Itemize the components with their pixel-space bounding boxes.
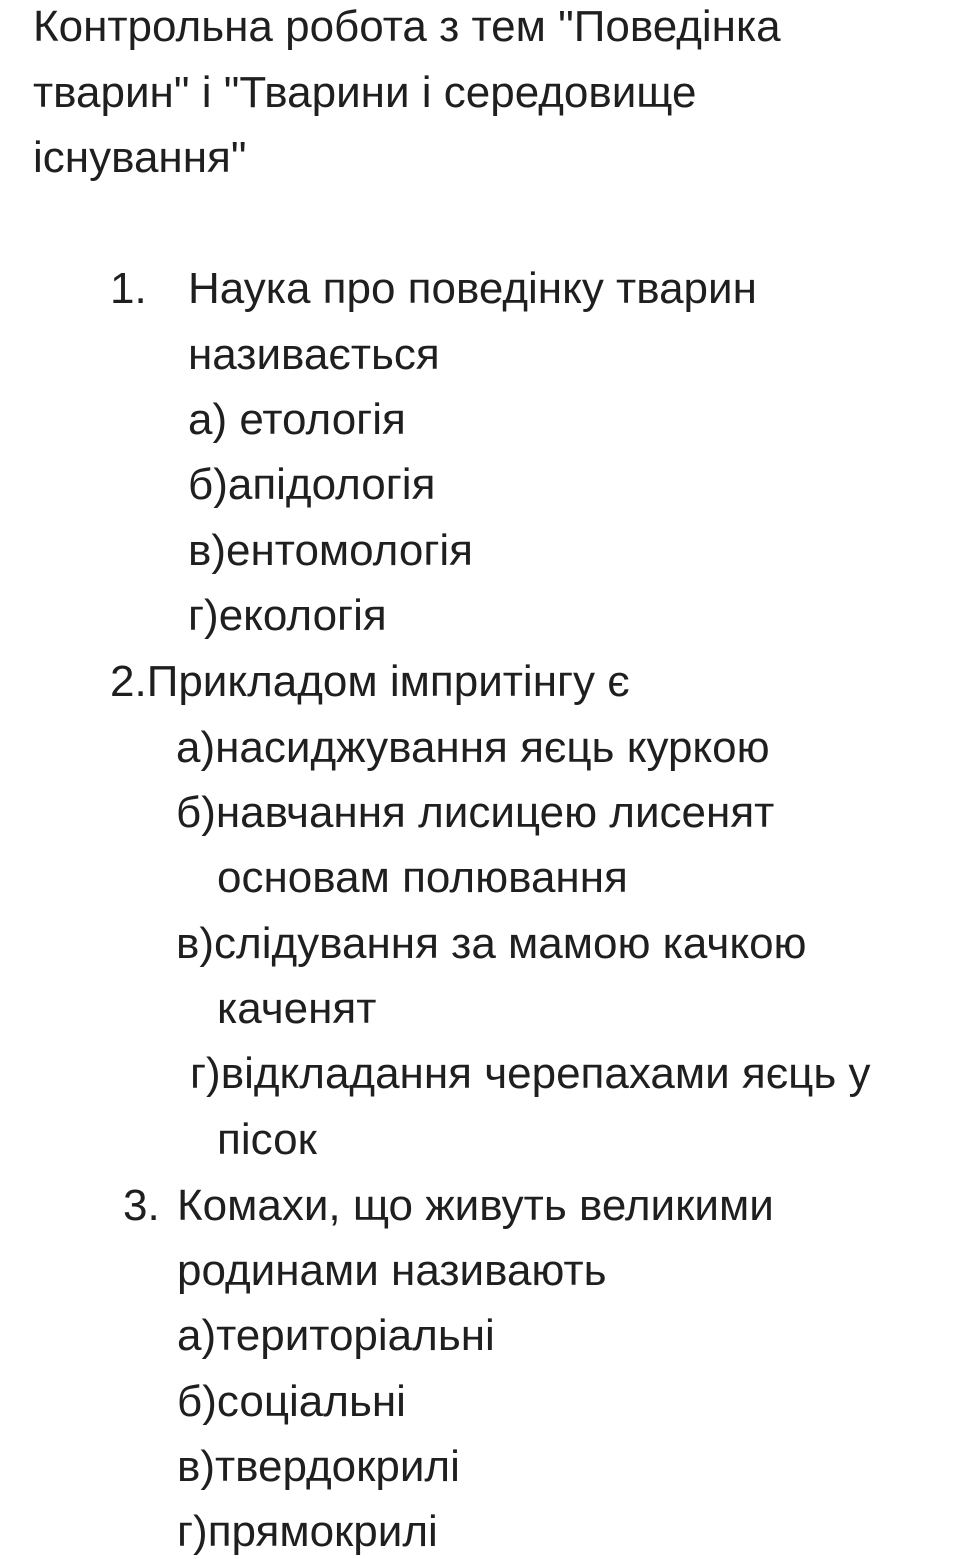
question-2-text: 2.Прикладом імпритінгу є	[110, 657, 630, 706]
question-3-option-b: б)соціальні	[177, 1377, 406, 1426]
title-line-1: Контрольна робота з тем "Поведінка	[33, 2, 781, 51]
question-2-option-d-line-1: г)відкладання черепахами яєць у	[190, 1049, 871, 1098]
question-1-number: 1.	[110, 264, 147, 313]
question-2-option-b-line-2: основам полювання	[217, 853, 628, 902]
question-3-text-line-2: родинами називають	[177, 1246, 607, 1295]
question-1-option-d: г)екологія	[188, 591, 387, 640]
question-2-option-b-line-1: б)навчання лисицею лисенят	[176, 788, 775, 837]
question-3-option-c: в)твердокрилі	[177, 1442, 460, 1491]
question-1-option-b: б)апідологія	[188, 460, 436, 509]
question-2-option-a: а)насиджування яєць куркою	[176, 723, 770, 772]
question-3-text-line-1: Комахи, що живуть великими	[177, 1181, 774, 1230]
question-3-number: 3.	[123, 1181, 160, 1230]
question-1-text-line-1: Наука про поведінку тварин	[188, 264, 757, 313]
question-2-option-c-line-1: в)слідування за мамою качкою	[176, 919, 807, 968]
question-1-option-c: в)ентомологія	[188, 526, 473, 575]
question-3-option-a: а)територіальні	[177, 1311, 495, 1360]
question-1-option-a: а) етологія	[188, 395, 406, 444]
question-3-option-d: г)прямокрилі	[177, 1507, 438, 1556]
question-2-option-d-line-2: пісок	[217, 1115, 317, 1164]
title-line-3: існування"	[33, 133, 247, 182]
question-1-text-line-2: називається	[188, 330, 440, 379]
title-line-2: тварин" і "Тварини і середовище	[33, 68, 697, 117]
question-2-option-c-line-2: каченят	[217, 984, 377, 1033]
